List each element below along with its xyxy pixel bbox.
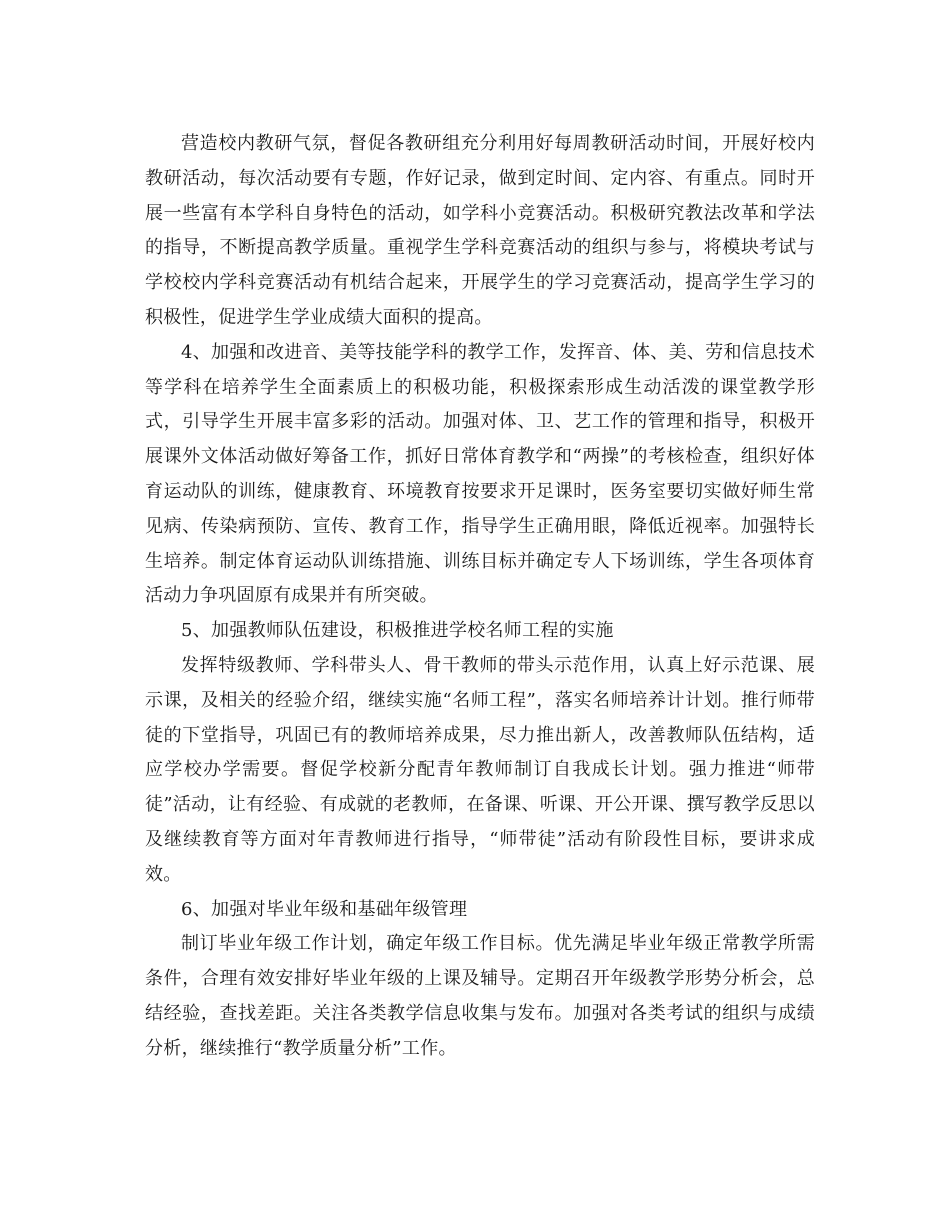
paragraph-graduating-grade-plan: 制订毕业年级工作计划，确定年级工作目标。优先满足毕业年级正常教学所需条件，合理有效安排好毕业年级的上课及辅导。定期召开年级教学形势分析会，总结经验，查找差距。关注各类教学信息收集与发布。加强对各类考试的组织与成绩分析，继续推行“教学质量分析”工作。 [145, 933, 815, 1059]
paragraph-item-6-heading: 6、加强对毕业年级和基础年级管理 [181, 898, 468, 920]
paragraph-famous-teacher-project: 发挥特级教师、学科带头人、骨干教师的带头示范作用，认真上好示范课、展示课，及相关的经验介绍，继续实施“名师工程”，落实名师培养计计划。推行师带徒的下堂指导，巩固已有的教师培养成果，尽力推出新人，改善教师队伍结构，适应学校办学需要。督促学校新分配青年教师制订自我成长计划。强力推进“师带徒”活动，让有经验、有成就的老教师，在备课、听课、开公开课、撰写教学反思以及继续教育等方面对年青教师进行指导，“师带徒”活动有阶段性目标，要讲求成效。 [145, 654, 815, 885]
paragraph-item-5-heading: 5、加强教师队伍建设，积极推进学校名师工程的实施 [181, 620, 614, 642]
paragraph-teaching-research: 营造校内教研气氛，督促各教研组充分利用好每周教研活动时间，开展好校内教研活动，每次活动要有专题，作好记录，做到定时间、定内容、有重点。同时开展一些富有本学科自身特色的活动，如学科小竞赛活动。积极研究教法改革和学法的指导，不断提高教学质量。重视学生学科竞赛活动的组织与参与，将模块考试与学校校内学科竞赛活动有机结合起来，开展学生的学习竞赛活动，提高学生学习的积极性，促进学生学业成绩大面积的提高。 [145, 133, 815, 328]
paragraph-item-4-arts-education: 4、加强和改进音、美等技能学科的教学工作，发挥音、体、美、劳和信息技术等学科在培养学生全面素质上的积极功能，积极探索形成生动活泼的课堂教学形式，引导学生开展丰富多彩的活动。加强对体、卫、艺工作的管理和指导，积极开展课外文体活动做好筹备工作，抓好日常体育教学和“两操”的考核检查，组织好体育运动队的训练，健康教育、环境教育按要求开足课时，医务室要切实做好师生常见病、传染病预防、宣传、教育工作，指导学生正确用眼，降低近视率。加强特长生培养。制定体育运动队训练措施、训练目标并确定专人下场训练，学生各项体育活动力争巩固原有成果并有所突破。 [145, 341, 815, 607]
document-body [145, 127, 815, 1067]
